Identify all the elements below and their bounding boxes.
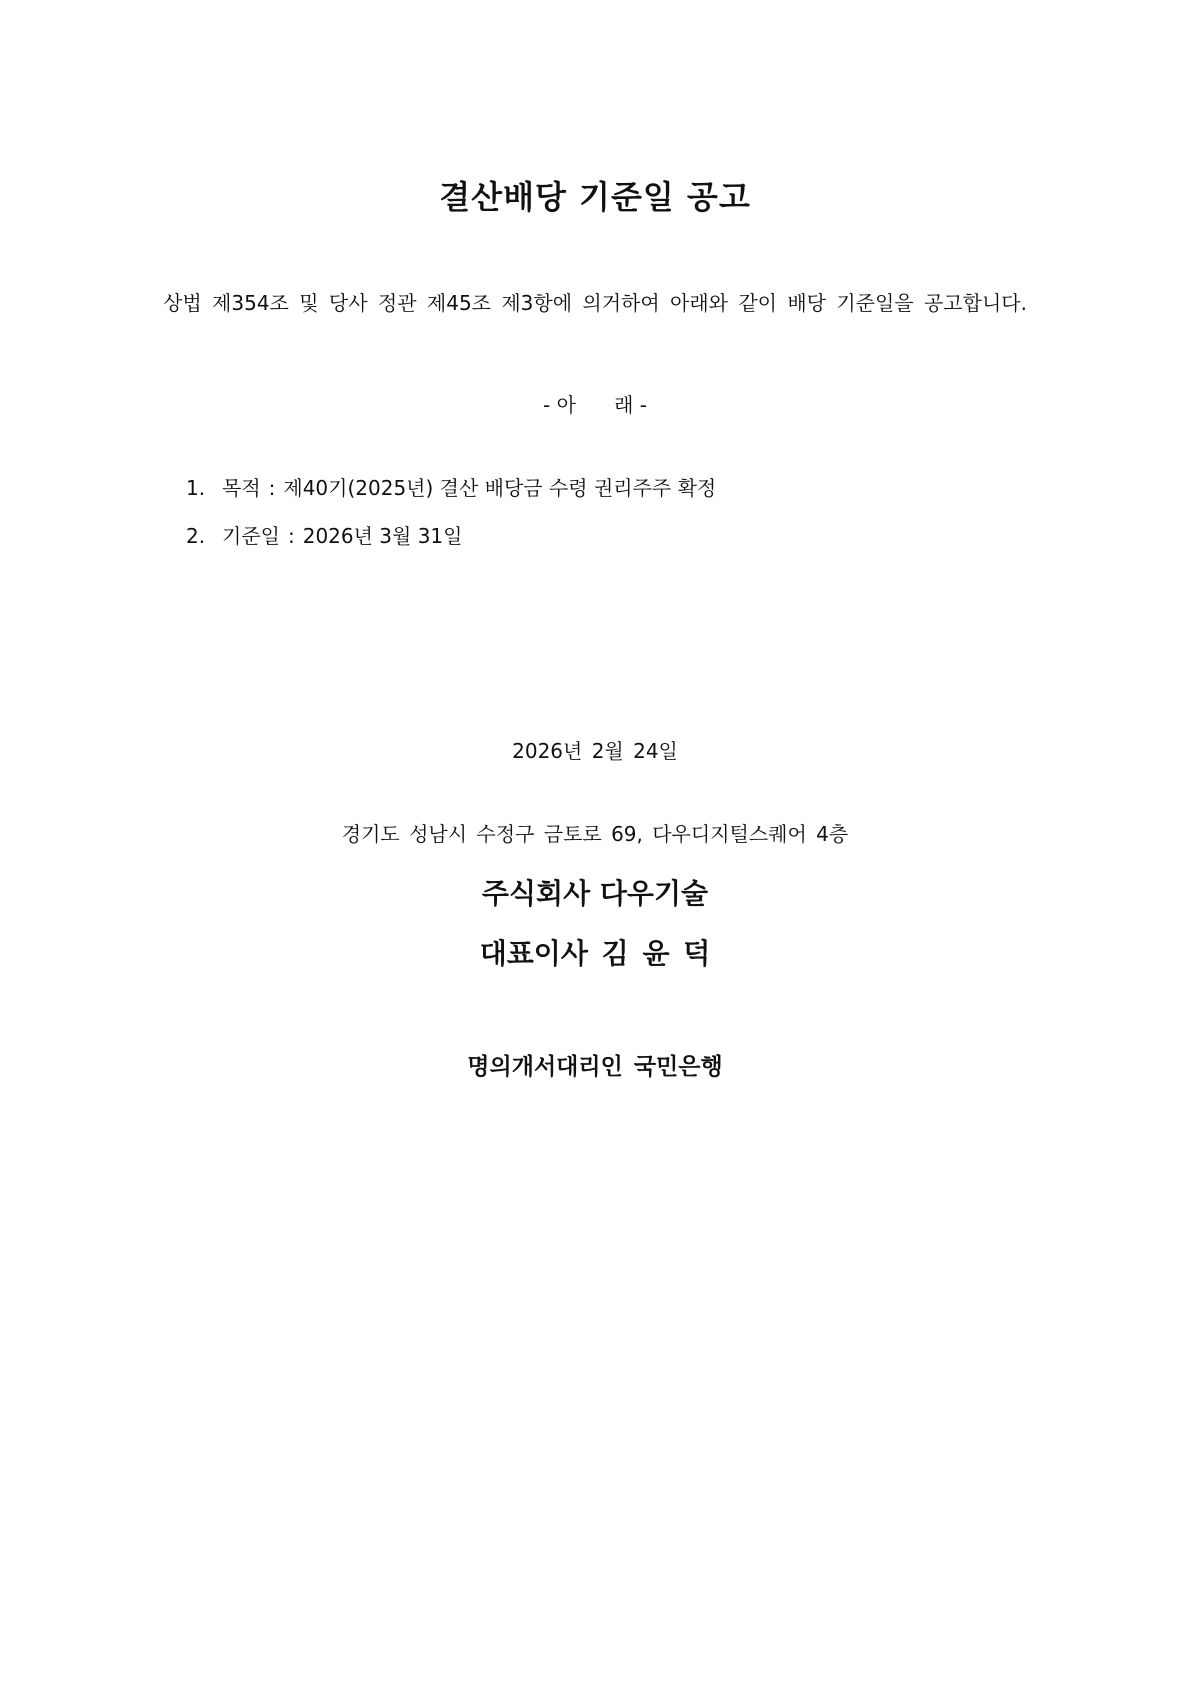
transfer-agent: 명의개서대리인 국민은행 — [467, 1054, 723, 1080]
notice-items — [186, 474, 716, 570]
item-separator: : — [287, 524, 295, 548]
intro-paragraph: 상법 제354조 및 당사 정관 제45조 제3항에 의거하여 아래와 같이 배당 기준일을 공고합니다. — [163, 291, 1027, 315]
item-number: 1. — [186, 476, 206, 500]
item-value: 2026년 3월 31일 — [302, 524, 463, 548]
notice-date: 2026년 2월 24일 — [512, 739, 678, 763]
item-label: 기준일 — [222, 524, 280, 548]
document-title: 결산배당 기준일 공고 — [439, 178, 751, 216]
section-marker: - 아 래 - — [543, 393, 647, 417]
item-label: 목적 — [222, 476, 261, 500]
list-item — [186, 474, 716, 522]
item-separator: : — [268, 476, 276, 500]
list-item — [186, 522, 716, 570]
item-number: 2. — [186, 524, 206, 548]
item-value: 제40기(2025년) 결산 배당금 수령 권리주주 확정 — [283, 476, 717, 500]
company-address: 경기도 성남시 수정구 금토로 69, 다우디지털스퀘어 4층 — [341, 822, 849, 846]
company-name: 주식회사 다우기술 — [481, 877, 709, 910]
ceo-name: 대표이사 김 윤 덕 — [479, 937, 711, 970]
